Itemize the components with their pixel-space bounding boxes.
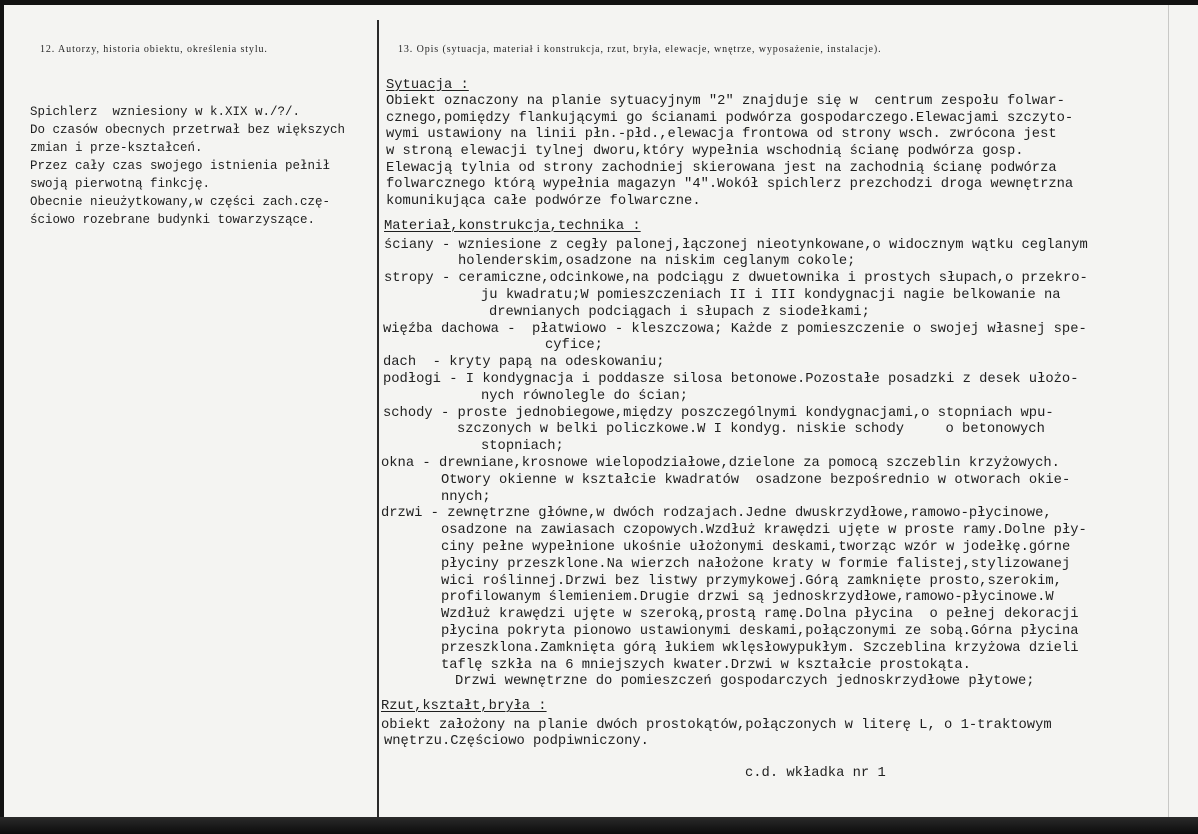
material-line: okna - drewniane,krosnowe wielopodziałowe,dzielone za pomocą szczeblin krzyżowych. (381, 455, 1060, 471)
rzut-line: wnętrzu.Częściowo podpiwniczony. (384, 734, 649, 750)
material-line: wici roślinnej.Drzwi bez listwy przymykowej.Górą zamknięte prosto,szerokim, (441, 573, 1062, 589)
material-line: więźba dachowa - płatwiowo - kleszczowa; Każde z pomieszczenie o swojej własnej spe- (383, 321, 1087, 337)
sytuacja-line: komunikująca całe podwórze folwarczne. (386, 193, 701, 209)
left-text-line: Obecnie nieużytkowany,w części zach.czę- (30, 195, 331, 209)
left-text-line: ściowo rozebrane budynki towarzyszące. (30, 213, 316, 227)
material-line: dach - kryty papą na odeskowaniu; (383, 355, 665, 371)
sytuacja-line: cznego,pomiędzy flankującymi go ścianami podwórza gospodarczego.Elewacjami szczyto- (386, 110, 1074, 126)
continuation-note: c.d. wkładka nr 1 (745, 766, 886, 781)
section-heading-material: Materiał,konstrukcja,technika : (384, 218, 641, 234)
material-line: nnych; (441, 489, 491, 505)
material-line: cyfice; (545, 338, 603, 354)
sytuacja-line: Obiekt oznaczony na planie sytuacyjnym "2" znajduje się w centrum zespołu folwar- (386, 94, 1065, 110)
section-sytuacja (381, 78, 1161, 211)
material-line: drzwi - zewnętrzne główne,w dwóch rodzajach.Jedne dwuskrzydłowe,ramowo-płycinowe, (381, 506, 1052, 522)
section-body-sytuacja (381, 94, 1161, 210)
material-line: stropy - ceramiczne,odcinkowe,na podciągu z dwuetownika i prostych słupach,o przekro- (384, 271, 1088, 287)
sytuacja-line: wymi ustawiony na linii płn.-płd.,elewacja frontowa od strony wsch. zwrócona jest (386, 127, 1057, 143)
section-body-rzut (381, 718, 1161, 751)
section-body-material (381, 238, 1161, 692)
material-line: płycina pokryta pionowo ustawionymi deskami,połączonymi ze sobą.Górna płycina (441, 623, 1079, 639)
material-line: podłogi - I kondygnacja i poddasze silosa betonowe.Pozostałe posadzki z desek ułożo- (383, 371, 1079, 387)
document-card (4, 5, 1198, 817)
left-text-line: Do czasów obecnych przetrwał bez większych (30, 123, 346, 137)
rzut-line: obiekt założony na planie dwóch prostokątów,połączonych w literę L, o 1-traktowym (381, 717, 1052, 733)
column-left (30, 103, 370, 229)
material-line: przeszklona.Zamknięta górą łukiem wklęsłowypukłym. Szczeblina krzyżowa dzieli (441, 640, 1079, 656)
material-line: holenderskim,osadzone na niskim ceglanym cokole; (458, 254, 856, 270)
material-line: ściany - wzniesione z cegły palonej,łączonej nieotynkowane,o widocznym wątku ceglanym (384, 237, 1088, 253)
material-line: szczonych w belki policzkowe.W I kondyg. niskie schody o betonowych (457, 422, 1045, 438)
material-line: osadzone na zawiasach czopowych.Wzdłuż krawędzi ujęte w proste ramy.Dolne pły- (441, 523, 1087, 539)
left-text-line: zmian i prze-kształceń. (30, 141, 203, 155)
scan-border-bottom (0, 817, 1198, 834)
material-line: drewnianych podciągach i słupach z siodełkami; (489, 304, 870, 320)
material-line: płyciny przeszklone.Na wierzch nałożone kraty w formie falistej,stylizowanej (441, 556, 1071, 572)
column-right (381, 5, 1161, 817)
material-line: Otwory okienne w kształcie kwadratów osadzone bezpośrednio w otworach okie- (441, 472, 1071, 488)
material-line: profilowanym ślemieniem.Drugie drzwi są jednoskrzydłowe,ramowo-płycinowe.W (441, 590, 1054, 606)
right-column-header: 13. Opis (sytuacja, materiał i konstrukcja, rzut, bryła, elewacje, wnętrze, wyposażenie, instalacje). (398, 44, 882, 55)
section-heading-rzut: Rzut,kształt,bryła : (381, 698, 547, 714)
paper-fold-line (1168, 5, 1169, 817)
material-line: stopniach; (481, 439, 564, 455)
left-text-line: swoją pierwotną finkcję. (30, 177, 211, 191)
left-column-header: 12. Autorzy, historia obiektu, określenia stylu. (40, 44, 268, 55)
sytuacja-line: folwarcznego którą wypełnia magazyn "4".Wokół spichlerz prezchodzi droga wewnętrzna (386, 177, 1074, 193)
sytuacja-line: w stroną elewacji tylnej dworu,który wypełnia wschodnią ścianę podwórza gosp. (386, 144, 1024, 160)
sytuacja-line: Elewacją tylnia od strony zachodniej skierowana jest na zachodnią ścianę podwórza (386, 160, 1057, 176)
column-divider (377, 20, 379, 817)
section-material (381, 219, 1161, 691)
material-line: Drzwi wewnętrzne do pomieszczeń gospodarczych jednoskrzydłowe płytowe; (455, 674, 1035, 690)
section-rzut (381, 699, 1161, 751)
material-line: ciny pełne wypełnione ukośnie ułożonymi deskami,tworząc wzór w jodełkę.górne (441, 539, 1071, 555)
material-line: taflę szkła na 6 mniejszych kwater.Drzwi w kształcie prostokąta. (441, 657, 971, 673)
material-line: ju kwadratu;W pomieszczeniach II i III kondygnacji nagie belkowanie na (481, 287, 1061, 303)
material-line: Wzdłuż krawędzi ujęte w szeroką,prostą ramę.Dolna płycina o pełnej dekoracji (441, 607, 1079, 623)
material-line: nych równolegle do ścian; (481, 388, 688, 404)
left-text-line: Spichlerz wzniesiony w k.XIX w./?/. (30, 105, 301, 119)
material-line: schody - proste jednobiegowe,między poszczególnymi kondygnacjami,o stopniach wpu- (383, 405, 1054, 421)
left-text-line: Przez cały czas swojego istnienia pełnił (30, 159, 331, 173)
section-heading-sytuacja: Sytuacja : (386, 77, 469, 93)
